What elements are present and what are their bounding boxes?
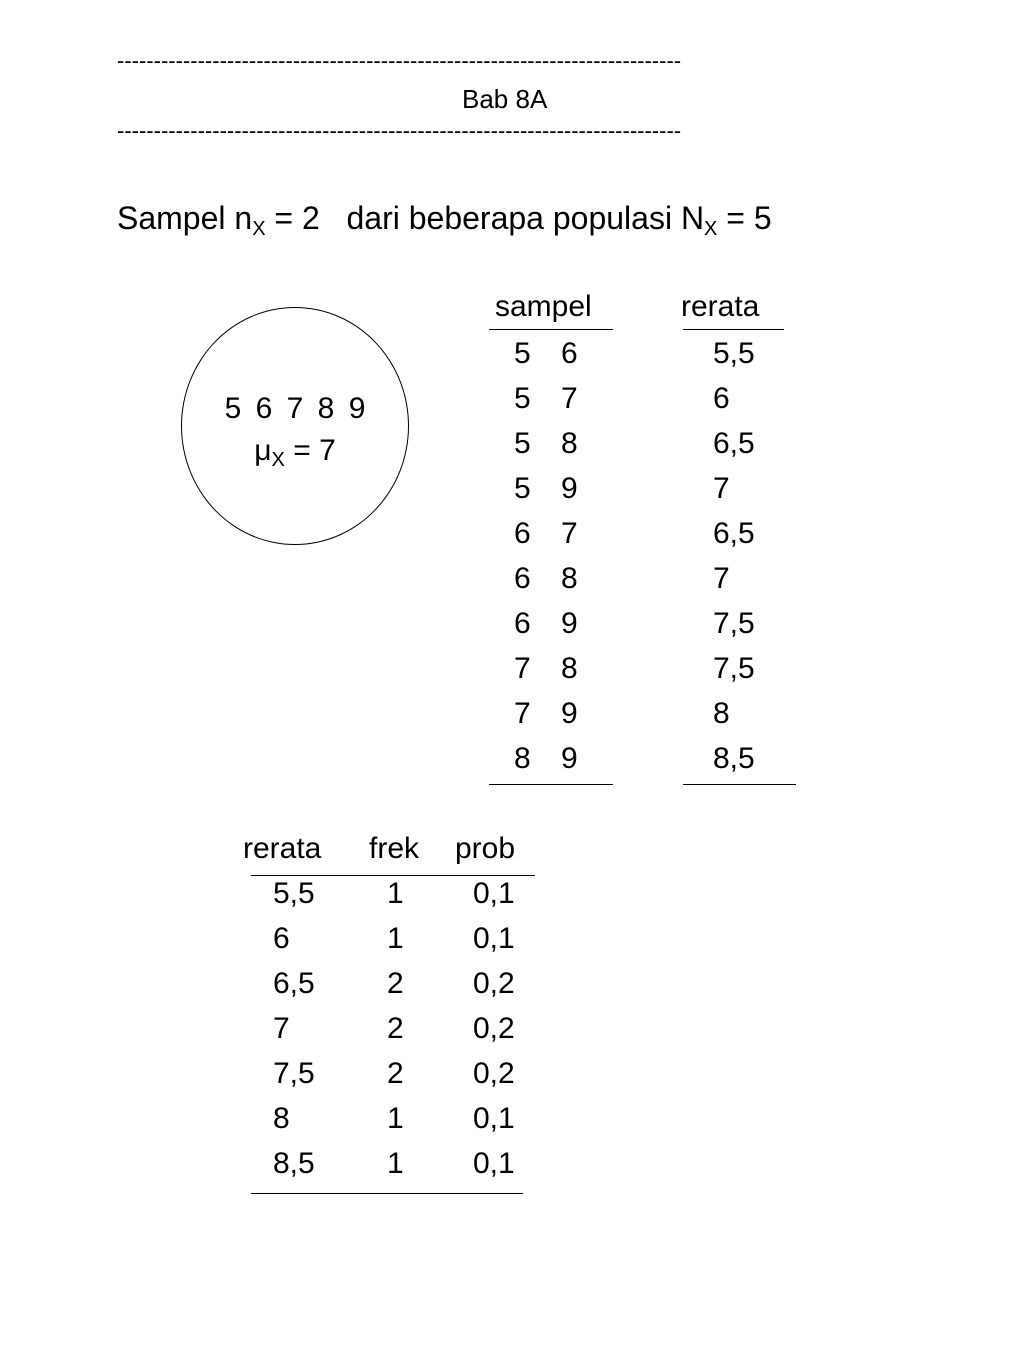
- sample-mean-value: 7,5: [713, 652, 755, 685]
- dist-prob-value: 0,2: [473, 967, 515, 1000]
- sample-mean-value: 6: [713, 382, 730, 415]
- heading-subscript-N: X: [704, 218, 718, 240]
- dist-freq-value: 2: [387, 1057, 404, 1090]
- sample-second-value: 8: [561, 652, 578, 685]
- dist-freq-value: 1: [387, 1102, 404, 1135]
- dist-freq-value: 1: [387, 922, 404, 955]
- dist-header-mean: rerata: [243, 832, 322, 865]
- sample-second-value: 9: [561, 742, 578, 775]
- dist-mean-value: 5,5: [273, 877, 315, 910]
- heading-middle: = 2 dari beberapa populasi N: [265, 200, 705, 236]
- dist-prob-value: 0,2: [473, 1057, 515, 1090]
- samples-header-sample: sampel: [495, 290, 592, 323]
- dist-freq-value: 1: [387, 1147, 404, 1180]
- mean-value: = 7: [284, 434, 336, 467]
- sample-second-value: 9: [561, 472, 578, 505]
- sample-mean-value: 5,5: [713, 337, 755, 370]
- sample-mean-value: 8,5: [713, 742, 755, 775]
- sample-mean-value: 7,5: [713, 607, 755, 640]
- top-dashed-rule: -----------------------------------------------------------------------------: [117, 48, 682, 73]
- population-values: 5 6 7 8 9: [224, 392, 366, 425]
- dist-bottom-rule: [251, 1193, 523, 1194]
- dist-freq-value: 2: [387, 1012, 404, 1045]
- sample-mean-value: 6,5: [713, 427, 755, 460]
- heading-subscript-n: X: [252, 218, 266, 240]
- mu-symbol: μ: [254, 434, 272, 467]
- sample-first-value: 6: [514, 517, 531, 550]
- sample-second-value: 8: [561, 562, 578, 595]
- dist-mean-value: 8: [273, 1102, 290, 1135]
- dist-header-underline: [251, 875, 535, 876]
- dist-header-freq: frek: [369, 832, 420, 865]
- sample-first-value: 6: [514, 607, 531, 640]
- sample-second-value: 6: [561, 337, 578, 370]
- dist-mean-value: 8,5: [273, 1147, 315, 1180]
- dist-mean-value: 7: [273, 1012, 290, 1045]
- dist-prob-value: 0,1: [473, 922, 515, 955]
- samples-bottom-rule-sample: [489, 784, 613, 785]
- dist-prob-value: 0,2: [473, 1012, 515, 1045]
- sample-first-value: 7: [514, 697, 531, 730]
- dist-mean-value: 6: [273, 922, 290, 955]
- sample-second-value: 9: [561, 697, 578, 730]
- page-heading: [117, 200, 772, 241]
- sample-mean-value: 6,5: [713, 517, 755, 550]
- dist-mean-value: 7,5: [273, 1057, 315, 1090]
- sample-first-value: 5: [514, 427, 531, 460]
- sample-first-value: 6: [514, 562, 531, 595]
- population-mean: [182, 434, 408, 472]
- dist-prob-value: 0,1: [473, 1147, 515, 1180]
- sample-first-value: 8: [514, 742, 531, 775]
- dist-prob-value: 0,1: [473, 877, 515, 910]
- sample-second-value: 8: [561, 427, 578, 460]
- samples-header-underline-mean: [683, 329, 784, 330]
- heading-prefix: Sampel n: [117, 200, 253, 236]
- dist-freq-value: 1: [387, 877, 404, 910]
- sample-first-value: 7: [514, 652, 531, 685]
- heading-suffix: = 5: [717, 200, 772, 236]
- sample-second-value: 7: [561, 517, 578, 550]
- sample-first-value: 5: [514, 382, 531, 415]
- sample-mean-value: 7: [713, 472, 730, 505]
- dist-prob-value: 0,1: [473, 1102, 515, 1135]
- mu-subscript: X: [271, 449, 285, 471]
- population-circle: [181, 307, 409, 545]
- chapter-title: Bab 8A: [462, 84, 548, 114]
- samples-header-underline-sample: [489, 329, 613, 330]
- sample-mean-value: 7: [713, 562, 730, 595]
- dist-header-prob: prob: [455, 832, 516, 865]
- sample-first-value: 5: [514, 472, 531, 505]
- bottom-dashed-rule: -----------------------------------------------------------------------------: [117, 118, 682, 143]
- sample-mean-value: 8: [713, 697, 730, 730]
- samples-bottom-rule-mean: [683, 784, 796, 785]
- dist-mean-value: 6,5: [273, 967, 315, 1000]
- sample-second-value: 7: [561, 382, 578, 415]
- sample-first-value: 5: [514, 337, 531, 370]
- samples-header-mean: rerata: [681, 290, 760, 323]
- dist-freq-value: 2: [387, 967, 404, 1000]
- sample-second-value: 9: [561, 607, 578, 640]
